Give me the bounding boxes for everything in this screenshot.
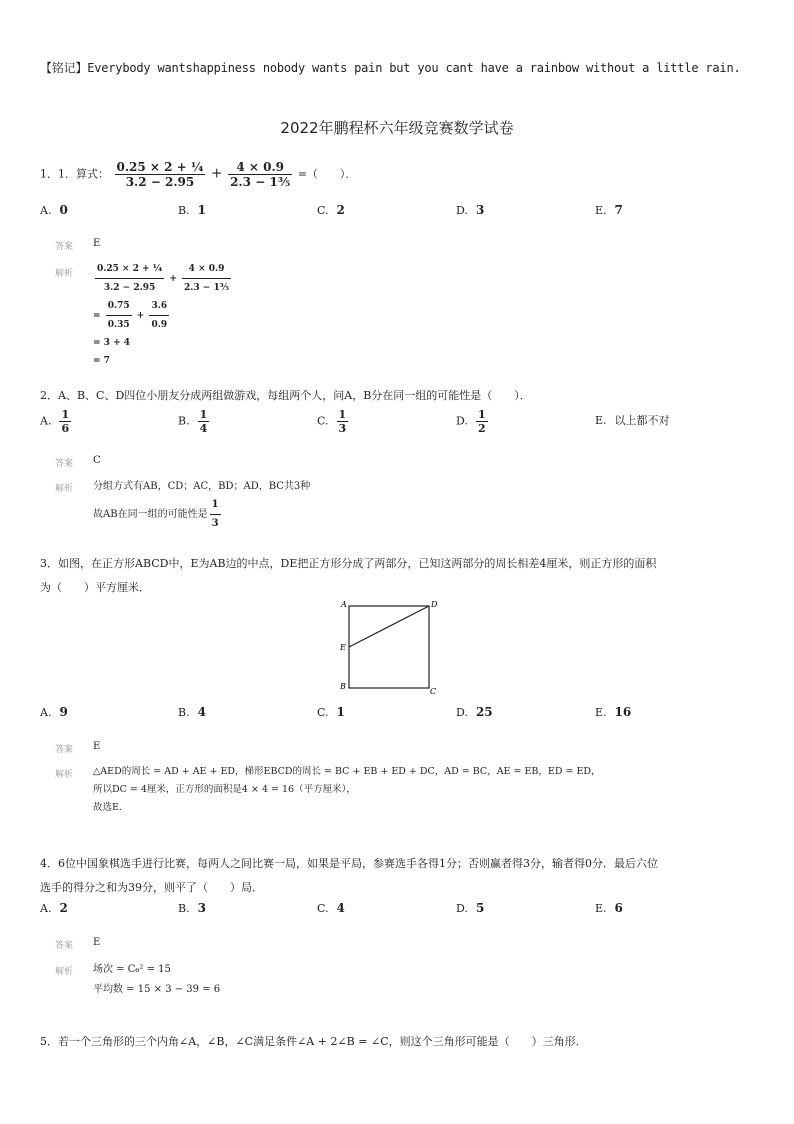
option-letter: A. xyxy=(40,902,52,915)
q4-option-a[interactable] xyxy=(40,901,68,915)
q1-frac1-num: 0.25 × 2 + ¼ xyxy=(116,160,204,174)
q1-analysis xyxy=(93,260,233,370)
q4-answer-value: E xyxy=(93,937,101,948)
frac-num: 1 xyxy=(61,408,70,421)
option-letter: A. xyxy=(40,204,52,217)
option-value: 5 xyxy=(475,901,485,915)
option-letter: A. xyxy=(40,414,52,428)
q1-step-2: = 3 + 4 xyxy=(93,338,131,348)
option-letter: D. xyxy=(456,414,468,428)
q1-option-d[interactable] xyxy=(456,203,484,217)
q1-fraction-1 xyxy=(115,160,206,189)
motto-line: 【铭记】Everybody wantshappiness nobody wants pain but you cant have a rainbow without a little rain. xyxy=(40,61,741,75)
q3-option-c[interactable] xyxy=(317,705,345,719)
q4-text-line-1: 4．6位中国象棋选手进行比赛，每两人之间比赛一局，如果是平局，参赛选手各得1分；否则赢者得3分，输者得0分．最后六位 xyxy=(40,857,658,870)
option-value: 以上都不对 xyxy=(614,414,670,427)
q1-answer-value: E xyxy=(93,238,101,249)
option-value: 4 xyxy=(197,705,206,719)
frac-num: 1 xyxy=(199,408,208,421)
q1-step1-frac2 xyxy=(149,297,169,334)
option-letter: B. xyxy=(178,414,190,428)
q2-option-a[interactable] xyxy=(40,408,73,435)
frac-den: 3 xyxy=(211,518,219,529)
q4-option-d[interactable] xyxy=(456,901,484,915)
q1-option-c[interactable] xyxy=(317,203,345,217)
q1-option-a[interactable] xyxy=(40,203,68,217)
frac-num: 3.6 xyxy=(149,297,169,316)
frac-den: 2.3 − 1⅗ xyxy=(184,283,230,293)
q4-expl-line-2: 平均数 = 15 × 3 − 39 = 6 xyxy=(93,984,221,995)
option-fraction xyxy=(337,408,349,435)
fig-label-c: C xyxy=(430,687,437,696)
question-3 xyxy=(40,552,760,600)
plus-sign: + xyxy=(136,311,145,321)
option-letter: C. xyxy=(317,902,329,915)
option-letter: E. xyxy=(595,902,607,915)
option-value: 7 xyxy=(614,203,623,217)
q3-option-d[interactable] xyxy=(456,705,493,719)
q1-option-b[interactable] xyxy=(178,203,206,217)
q3-option-b[interactable] xyxy=(178,705,206,719)
q3-answer-label: 答案 xyxy=(55,745,74,755)
option-fraction xyxy=(476,408,488,435)
q3-option-a[interactable] xyxy=(40,705,68,719)
q3-option-e[interactable] xyxy=(595,705,631,719)
option-letter: E. xyxy=(595,204,607,217)
frac-den: 0.9 xyxy=(151,320,168,330)
fig-label-e: E xyxy=(340,643,346,652)
option-value: 0 xyxy=(59,203,68,217)
frac-den: 3 xyxy=(338,422,347,435)
option-letter: D. xyxy=(456,902,468,915)
q2-option-d[interactable] xyxy=(456,408,490,435)
q1-fraction-2 xyxy=(228,160,292,189)
q4-expl-line-1: 场次 = C₆² = 15 xyxy=(93,964,171,975)
option-value: 4 xyxy=(336,901,345,915)
option-value: 3 xyxy=(197,901,206,915)
option-value: 1 xyxy=(197,203,206,217)
question-2: 2．A、B、C、D四位小朋友分成两组做游戏，每组两个人，问A，B分在同一组的可能性是（ ）． xyxy=(40,389,531,402)
q2-option-b[interactable] xyxy=(178,408,211,435)
q2-option-e[interactable] xyxy=(595,412,670,428)
q3-analysis xyxy=(93,763,601,817)
square-figure xyxy=(335,598,445,698)
q1-frac2-num: 4 × 0.9 xyxy=(228,160,292,175)
q1-frac1-den: 3.2 − 2.95 xyxy=(125,175,195,189)
q4-analysis-label: 解析 xyxy=(55,967,74,977)
q3-answer-value: E xyxy=(93,741,101,752)
frac-den: 4 xyxy=(199,422,208,435)
option-value: 25 xyxy=(475,705,493,719)
q4-option-e[interactable] xyxy=(595,901,623,915)
option-letter: A. xyxy=(40,706,52,719)
page-title: 2022年鹏程杯六年级竞赛数学试卷 xyxy=(280,119,514,137)
q1-step-1: = $\frac{0.75}{0.35}$ + $\frac{3.6}{0.9}$ xyxy=(93,297,233,334)
fig-label-b: B xyxy=(340,682,346,691)
q4-option-b[interactable] xyxy=(178,901,206,915)
option-letter: C. xyxy=(317,414,329,428)
frac-den: 0.35 xyxy=(107,320,130,330)
option-value: 2 xyxy=(336,203,345,217)
q4-answer-label: 答案 xyxy=(55,941,74,951)
q1-option-e[interactable] xyxy=(595,203,623,217)
option-letter: D. xyxy=(456,204,468,217)
q1-step0-frac2 xyxy=(182,260,231,297)
q2-expl-line-1: 分组方式有AB，CD；AC，BD；AD，BC共3种 xyxy=(93,481,311,492)
q2-option-c[interactable] xyxy=(317,408,350,435)
q1-frac2-den: 2.3 − 1⅗ xyxy=(230,175,291,189)
question-4 xyxy=(40,852,760,900)
option-value: 16 xyxy=(614,705,632,719)
option-fraction xyxy=(59,408,71,435)
expl-fraction xyxy=(210,496,221,533)
option-value: 9 xyxy=(59,705,68,719)
q1-analysis-label: 解析 xyxy=(55,269,74,279)
q3-expl-line-3: 故选E. xyxy=(93,802,122,813)
option-letter: B. xyxy=(178,204,190,217)
option-fraction xyxy=(198,408,210,435)
option-letter: D. xyxy=(456,706,468,719)
option-value: 6 xyxy=(614,901,623,915)
q2-answer-value: C xyxy=(93,455,101,466)
option-letter: E. xyxy=(595,414,607,427)
frac-den: 3.2 − 2.95 xyxy=(103,283,156,293)
frac-num: 0.25 × 2 + ¼ xyxy=(95,260,164,279)
frac-num: 1 xyxy=(477,408,486,421)
question-1 xyxy=(40,160,356,189)
option-value: 2 xyxy=(59,901,68,915)
q1-answer-label: 答案 xyxy=(55,242,74,252)
q4-text-line-2: 选手的得分之和为39分，则平了（ ）局． xyxy=(40,881,263,894)
frac-num: 1 xyxy=(338,408,347,421)
q1-plus: + xyxy=(210,165,223,182)
option-letter: B. xyxy=(178,902,190,915)
option-letter: C. xyxy=(317,204,329,217)
plus-sign: + xyxy=(169,274,177,284)
fig-label-d: D xyxy=(431,600,438,609)
option-letter: C. xyxy=(317,706,329,719)
frac-num: 1 xyxy=(210,496,221,515)
q2-expl-line-2 xyxy=(93,496,310,533)
q4-analysis xyxy=(93,960,220,1000)
q1-step1-frac1 xyxy=(106,297,132,334)
q1-step-0 xyxy=(93,260,233,297)
q1-suffix: =（ ）． xyxy=(297,167,357,181)
q4-option-c[interactable] xyxy=(317,901,345,915)
option-letter: B. xyxy=(178,706,190,719)
q3-expl-line-2: 所以DC = 4厘米，正方形的面积是4 × 4 = 16（平方厘米）， xyxy=(93,784,356,795)
option-value: 1 xyxy=(336,705,345,719)
q2-analysis-label: 解析 xyxy=(55,484,74,494)
q1-prefix: 1．1．算式： xyxy=(40,167,109,181)
question-5: 5．若一个三角形的三个内角∠A，∠B，∠C满足条件∠A + 2∠B = ∠C，则这个三角形可能是（ ）三角形． xyxy=(40,1035,587,1048)
option-value: 3 xyxy=(475,203,485,217)
frac-den: 2 xyxy=(477,422,486,435)
option-letter: E. xyxy=(595,706,607,719)
q3-expl-line-1: △AED的周长 = AD + AE + ED，梯形EBCD的周长 = BC + EB + ED + DC，AD = BC，AE = EB，ED = ED， xyxy=(93,766,601,777)
q2-analysis xyxy=(93,478,310,533)
q1-step-3: = 7 xyxy=(93,356,110,366)
q3-text-line-1: 3．如图，在正方形ABCD中，E为AB边的中点，DE把正方形分成了两部分，已知这两部分的周长相差4厘米，则正方形的面积 xyxy=(40,557,657,570)
q1-step0-frac1 xyxy=(95,260,164,297)
q3-analysis-label: 解析 xyxy=(55,770,74,780)
frac-den: 6 xyxy=(61,422,70,435)
frac-num: 4 × 0.9 xyxy=(182,260,231,279)
frac-num: 0.75 xyxy=(106,297,132,316)
fig-label-a: A xyxy=(341,600,347,609)
expl-text: 故AB在同一组的可能性是 xyxy=(93,509,208,520)
q2-answer-label: 答案 xyxy=(55,459,74,469)
q3-text-line-2: 为（ ）平方厘米． xyxy=(40,581,150,594)
